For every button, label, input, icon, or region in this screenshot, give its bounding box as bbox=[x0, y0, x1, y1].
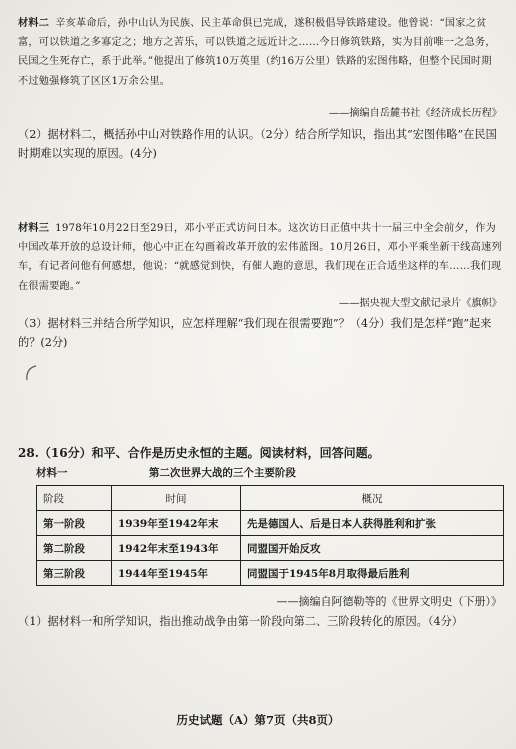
table-row bbox=[37, 536, 504, 561]
table-title: 第二次世界大战的三个主要阶段 bbox=[148, 467, 296, 479]
material-1-source: ——摘编自阿德勒等的《世界文明史（下册）》 bbox=[276, 595, 502, 608]
page-footer: 历史试题（A）第7页（共8页） bbox=[176, 713, 340, 727]
ww2-stages-table bbox=[36, 485, 504, 586]
material-3-source: ——据央视大型文献记录片《旗帜》 bbox=[339, 298, 502, 309]
question-2: （2）据材料二，概括孙中山对铁路作用的认识。（2分）结合所学知识，指出其“宏图伟略”在民国时期难以实现的原因。(4分) bbox=[18, 128, 497, 160]
row-summary: 同盟国于1945年8月取得最后胜利 bbox=[241, 561, 504, 586]
row-stage: 第一阶段 bbox=[37, 511, 112, 536]
pencil-mark-icon bbox=[24, 364, 38, 382]
material-2-label: 材料二 bbox=[18, 17, 50, 29]
row-time: 1944年至1945年 bbox=[112, 561, 241, 586]
header-stage: 阶段 bbox=[37, 486, 112, 511]
row-stage: 第二阶段 bbox=[37, 536, 112, 561]
question-3: （3）据材料三并结合所学知识，应怎样理解“我们现在很需要跑”？（4分）我们是怎样“跑”起来的？(2分) bbox=[18, 317, 492, 349]
material-2-source: ——摘编自岳麓书社《经济成长历程》 bbox=[328, 108, 502, 119]
table-header-row bbox=[37, 486, 504, 511]
row-summary: 同盟国开始反攻 bbox=[241, 536, 504, 561]
row-time: 1942年末至1943年 bbox=[112, 536, 241, 561]
material-1-label: 材料一 bbox=[36, 467, 68, 479]
table-row bbox=[37, 511, 504, 536]
material-3-text: 1978年10月22日至29日，邓小平正式访问日本。这次访日正值中共十一届三中全会前夕，作为中国改革开放的总设计师，他心中正在勾画着改革开放的宏伟蓝图。10月26日，邓小平乘坐新干线高速列车，有记者问他有何感想，他说：“就感觉到快，有催人跑的意思，我们现在正合适坐这样的车……我们现在很需要跑。” bbox=[18, 223, 502, 292]
row-time: 1939年至1942年末 bbox=[112, 511, 241, 536]
material-2 bbox=[18, 14, 502, 91]
material-2-text: 辛亥革命后，孙中山认为民族、民主革命俱已完成，遂积极倡导铁路建设。他曾说：“国家之贫富，可以铁道之多寡定之；地方之苦乐，可以铁道之远近计之……今日修筑铁路，实为目前唯一之急务，民国之生死存亡，系于此举。”他提出了修筑10万英里（约16万公里）铁路的宏图伟略，但整个民国时期不过勉强修筑了区区1万余公里。 bbox=[18, 18, 496, 87]
header-summary: 概况 bbox=[241, 486, 504, 511]
material-3-label: 材料三 bbox=[18, 222, 50, 234]
row-summary: 先是德国人、后是日本人获得胜利和扩张 bbox=[241, 511, 504, 536]
question-28-title: 28.（16分）和平、合作是历史永恒的主题。阅读材料，回答问题。 bbox=[18, 446, 380, 460]
table-row bbox=[37, 561, 504, 586]
table-caption-row bbox=[36, 464, 504, 483]
question-28-1: （1）据材料一和所学知识，指出推动战争由第一阶段向第二、三阶段转化的原因。（4分） bbox=[18, 615, 463, 628]
header-time: 时间 bbox=[112, 486, 241, 511]
row-stage: 第三阶段 bbox=[37, 561, 112, 586]
material-3 bbox=[18, 219, 502, 296]
